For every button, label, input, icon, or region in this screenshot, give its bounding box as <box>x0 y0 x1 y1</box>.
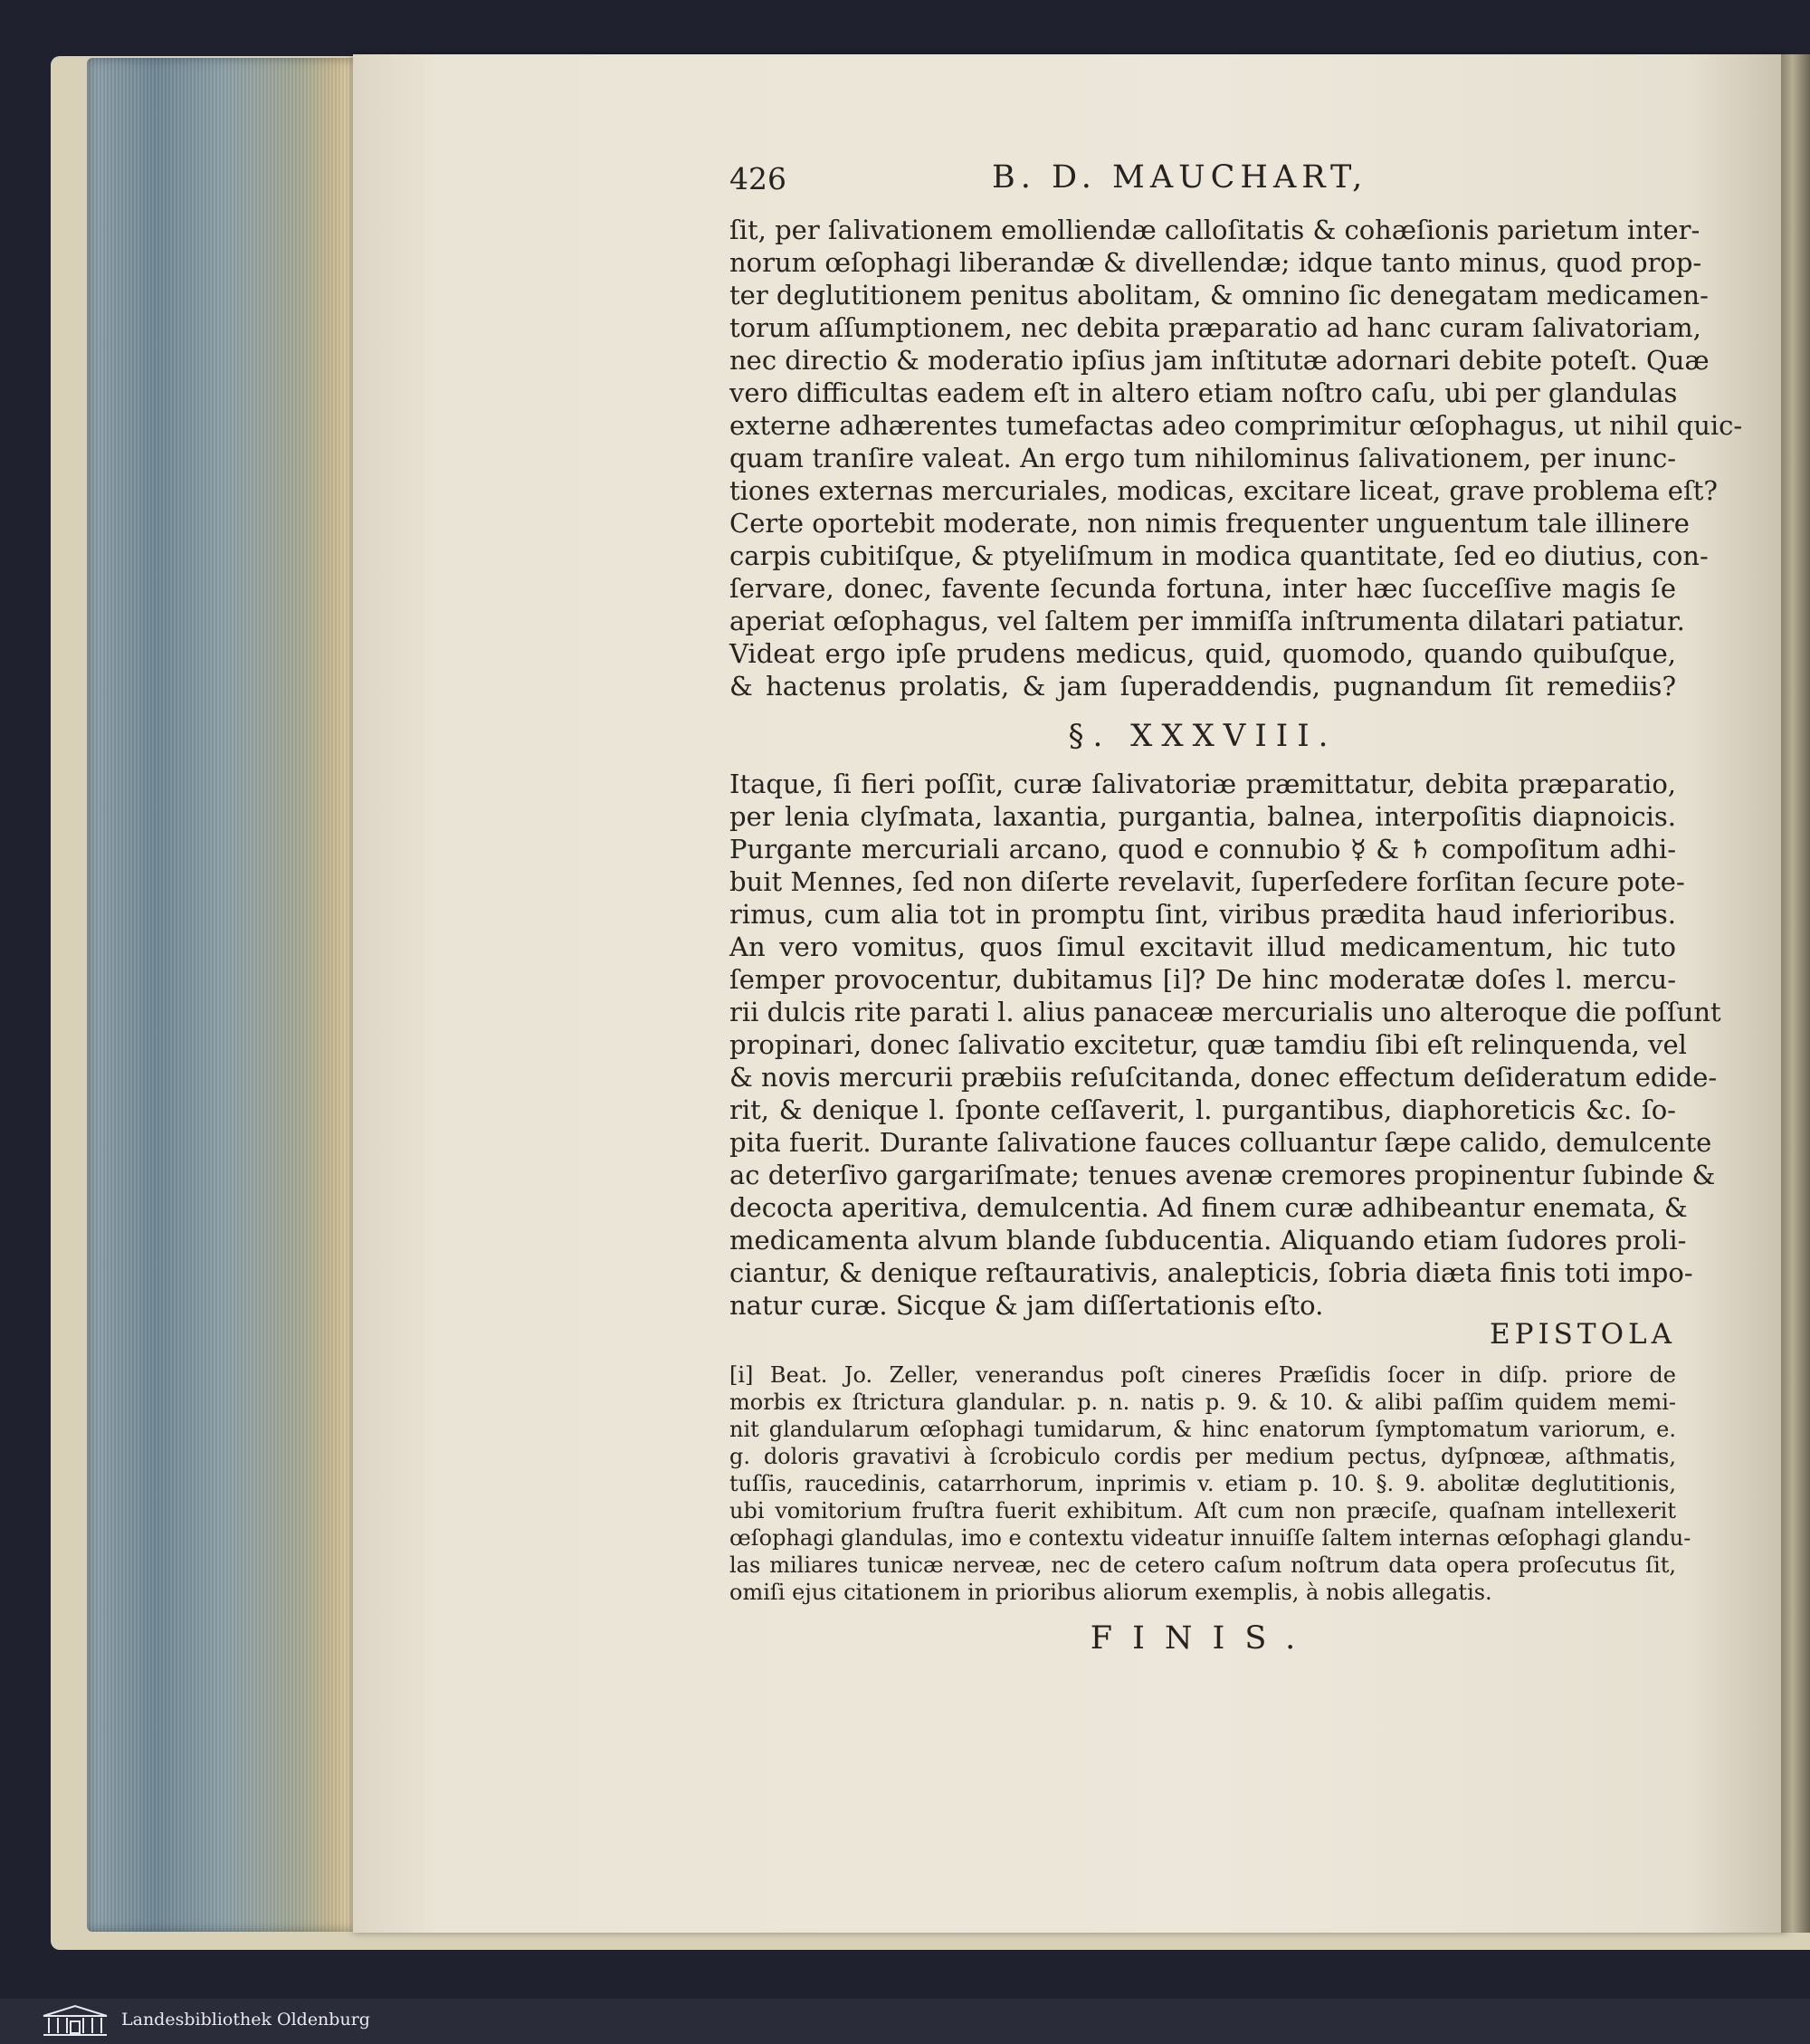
page-edges <box>87 58 358 1932</box>
text-line: Purgante mercuriali arcano, quod e connubio ☿ & ♄ compoſitum adhi- <box>729 834 1676 864</box>
text-line: nec directio & moderatio ipſius jam inſtitutæ adornari debite poteſt. Quæ <box>729 345 1710 376</box>
text-line: vero difficultas eadem eſt in altero etiam noſtro caſu, ubi per glandulas <box>729 377 1678 408</box>
footnote-line: tuſſis, raucedinis, catarrhorum, inprimis v. etiam p. 10. §. 9. abolitæ deglutitionis, <box>729 1471 1676 1496</box>
text-line: & novis mercurii præbiis reſuſcitanda, donec effectum deſideratum edide- <box>729 1062 1718 1093</box>
text-line: decocta aperitiva, demulcentia. Ad finem curæ adhibeantur enemata, & <box>729 1192 1688 1223</box>
facing-page-edge <box>1781 54 1810 1933</box>
text-line: ſemper provocentur, dubitamus [i]? De hinc moderatæ doſes l. mercu- <box>729 964 1676 995</box>
text-line: ſit, per ſalivationem emolliendæ calloſitatis & cohæſionis parietum inter- <box>729 215 1700 245</box>
footnote-line: las miliares tunicæ nerveæ, nec de cetero caſum noſtrum data opera proſecutus ſit, <box>729 1552 1676 1578</box>
paragraph-1 <box>729 214 1743 702</box>
text-line: ter deglutitionem penitus abolitam, & omnino ſic denegatam medicamen- <box>729 280 1709 310</box>
footnote <box>729 1361 1691 1606</box>
footnote-line: g. doloris gravativi à ſcrobiculo cordis per medium pectus, dyſpnœæ, aſthmatis, <box>729 1444 1676 1469</box>
page-number: 426 <box>729 161 786 196</box>
text-line: rit, & denique l. ſponte ceſſaverit, l. purgantibus, diaphoreticis &c. ſo- <box>729 1094 1676 1125</box>
text-line: rimus, cum alia tot in promptu ſint, viribus prædita haud inferioribus. <box>729 899 1676 930</box>
text-line: aperiat œſophagus, vel ſaltem per immiſſa inſtrumenta dilatari patiatur. <box>729 606 1685 636</box>
footnote-line: ubi vomitorium fruſtra fuerit exhibitum. Aſt cum non præciſe, quaſnam intellexerit <box>729 1498 1676 1523</box>
running-head <box>729 161 1676 206</box>
text-line: & hactenus prolatis, & jam ſuperaddendis, pugnandum ſit remediis? <box>729 671 1676 702</box>
footnote-line: omiſi ejus citationem in prioribus aliorum exemplis, à nobis allegatis. <box>729 1580 1492 1605</box>
text-line: buit Mennes, ſed non diſerte revelavit, ſuperſedere forſitan ſecure pote- <box>729 866 1685 897</box>
text-line: Itaque, ſi fieri poſſit, curæ ſalivatoriæ præmittatur, debita præparatio, <box>729 769 1676 799</box>
text-line: ſervare, donec, favente ſecunda fortuna, inter hæc ſucceſſive magis ſe <box>729 573 1676 604</box>
text-line: pita fuerit. Durante ſalivatione fauces colluantur ſæpe calido, demulcente <box>729 1127 1712 1158</box>
text-line: externe adhærentes tumefactas adeo comprimitur œſophagus, ut nihil quic- <box>729 410 1743 441</box>
text-line: tiones externas mercuriales, modicas, excitare liceat, grave problema eſt? <box>729 475 1718 506</box>
footnote-line: nit glandularum œſophagi tumidarum, & hinc enatorum ſymptomatum variorum, e. <box>729 1417 1676 1442</box>
section-heading: §. XXXVIII. <box>1068 718 1338 754</box>
text-line: carpis cubitiſque, & ptyeliſmum in modica quantitate, ſed eo diutius, con- <box>729 540 1709 571</box>
text-line: ciantur, & denique reſtaurativis, analepticis, ſobria diæta finis toti impo- <box>729 1257 1693 1288</box>
text-line: An vero vomitus, quos ſimul excitavit illud medicamentum, hic tuto <box>729 931 1676 962</box>
text-line: Certe oportebit moderate, non nimis frequenter unguentum tale illinere <box>729 508 1690 539</box>
text-line: medicamenta alvum blande ſubducentia. Aliquando etiam ſudores proli- <box>729 1225 1687 1256</box>
text-line: Videat ergo ipſe prudens medicus, quid, quomodo, quando quibuſque, <box>729 638 1676 669</box>
text-line: propinari, donec ſalivatio excitetur, quæ tamdiu ſibi eſt relinquenda, vel <box>729 1029 1687 1060</box>
text-line: torum aſſumptionem, nec debita præparatio ad hanc curam ſalivatoriam, <box>729 312 1701 343</box>
footnote-line: œſophagi glandulas, imo e contextu videatur innuiſſe ſaltem internas œſophagi glandu- <box>729 1525 1691 1551</box>
footnote-line: [i] Beat. Jo. Zeller, venerandus poſt cineres Præſidis ſocer in diſp. priore de <box>729 1362 1676 1388</box>
text-line: per lenia clyſmata, laxantia, purgantia, balnea, interpoſitis diapnoicis. <box>729 801 1676 832</box>
library-name: Landesbibliothek Oldenburg <box>121 2010 370 2030</box>
catchword: EPISTOLA <box>1489 1318 1676 1351</box>
text-line: ac deterſivo gargariſmate; tenues avenæ cremores propinentur ſubinde & <box>729 1160 1716 1190</box>
paragraph-2 <box>729 768 1721 1322</box>
text-line: natur curæ. Sicque & jam diſſertationis eſto. <box>729 1290 1324 1321</box>
library-building-logo-icon <box>40 2003 110 2038</box>
text-line: rii dulcis rite parati l. alius panaceæ mercurialis uno alteroque die poſſunt <box>729 997 1721 1027</box>
text-line: norum œſophagi liberandæ & divellendæ; idque tanto minus, quod prop- <box>729 247 1702 278</box>
finis: FINIS. <box>1090 1620 1316 1657</box>
footnote-line: morbis ex ſtrictura glandular. p. n. natis p. 9. & 10. & alibi paſſim quidem memi- <box>729 1390 1676 1415</box>
text-line: quam tranſire valeat. An ergo tum nihilominus ſalivationem, per inunc- <box>729 443 1676 473</box>
running-head-author: B. D. MAUCHART, <box>992 159 1368 196</box>
